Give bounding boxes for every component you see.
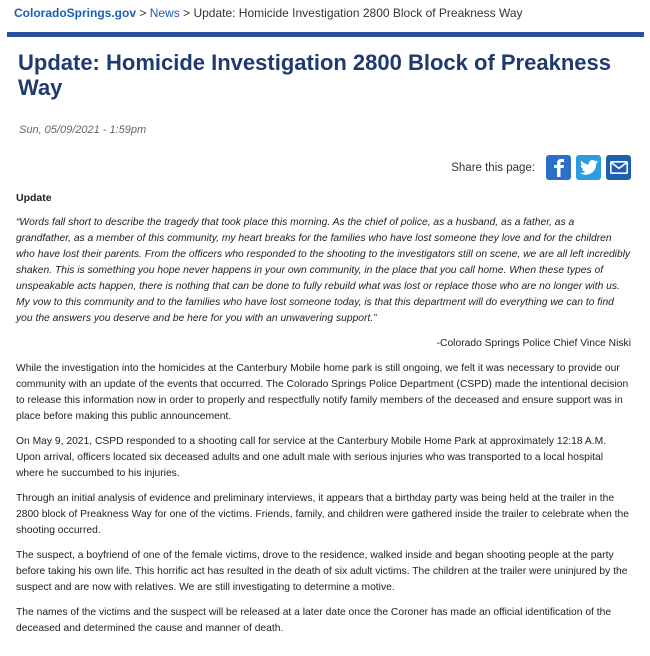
chief-quote: “Words fall short to describe the tragedy that took place this morning. As the chief of police, as a husband, as a father, as a grandfather, as a member of this community, my heart breaks for the families who have lost someone they love and for the children who have lost their parents. From the officers who responded to the shooting to the investigators still on scene, we are all left incredibly shaken. This is something you hope never happens in your own community, in the place that you call home. When these types of unspeakable acts happen, there is nothing that can be done to fully rebuild what was lost or replace those who are no longer with us. My vow to this community and to the families who have lost someone today, is that this department will do everything we can to find you the answers you deserve and be here for you with an unwavering support.” (16, 217, 631, 324)
breadcrumb-separator: > (139, 6, 147, 20)
facebook-share-button[interactable] (546, 155, 571, 180)
post-date: Sun, 05/09/2021 - 1:59pm (19, 124, 147, 136)
twitter-icon (580, 160, 598, 175)
body-paragraph: While the investigation into the homicides at the Canterbury Mobile home park is still ongoing, we felt it was necessary to provide our community with an update of the events that occurred. The Colorado Springs Police Department (CSPD) made the intentional decision to release this information now in order to properly and respectfully notify family members of the deceased and ensure support was in place before making this public announcement. (16, 363, 629, 422)
body-paragraph: On May 9, 2021, CSPD responded to a shooting call for service at the Canterbury Mobile Home Park at approximately 12:18 A.M. Upon arrival, officers located six deceased adults and one adult male with serious injuries who was transported to a local hospital where he succumbed to his injuries. (16, 436, 607, 479)
share-bar (451, 155, 631, 180)
breadcrumb-separator: > (183, 6, 191, 20)
article-body (16, 190, 632, 646)
twitter-share-button[interactable] (576, 155, 601, 180)
breadcrumb (14, 6, 523, 20)
facebook-icon (552, 159, 566, 177)
breadcrumb-news-link[interactable]: News (149, 6, 180, 20)
section-heading: Update (16, 192, 52, 204)
breadcrumb-home-link[interactable]: ColoradoSprings.gov (14, 6, 137, 20)
body-paragraph: The names of the victims and the suspect will be released at a later date once the Coroner has made an official identification of the deceased and determined the cause and manner of death. (16, 607, 612, 634)
share-label: Share this page: (451, 161, 535, 174)
breadcrumb-current: Update: Homicide Investigation 2800 Block of Preakness Way (193, 6, 523, 20)
page-title: Update: Homicide Investigation 2800 Block of Preakness Way (18, 50, 611, 100)
email-share-button[interactable] (606, 155, 631, 180)
email-icon (610, 161, 628, 174)
body-paragraph: Through an initial analysis of evidence and preliminary interviews, it appears that a birthday party was being held at the trailer in the 2800 block of Preakness Way for one of the victims. Friends, family, and children were gathered inside the trailer to celebrate when the shooting occurred. (16, 493, 629, 536)
body-paragraph: The suspect, a boyfriend of one of the female victims, drove to the residence, walked inside and began shooting people at the party before taking his own life. This horrific act has resulted in the death of six adult victims. The children at the trailer were uninjured by the suspect and are now with relatives. We are still investigating to determine a motive. (16, 550, 628, 593)
quote-attribution: -Colorado Springs Police Chief Vince Niski (436, 338, 631, 349)
header-divider-bar (7, 32, 644, 37)
